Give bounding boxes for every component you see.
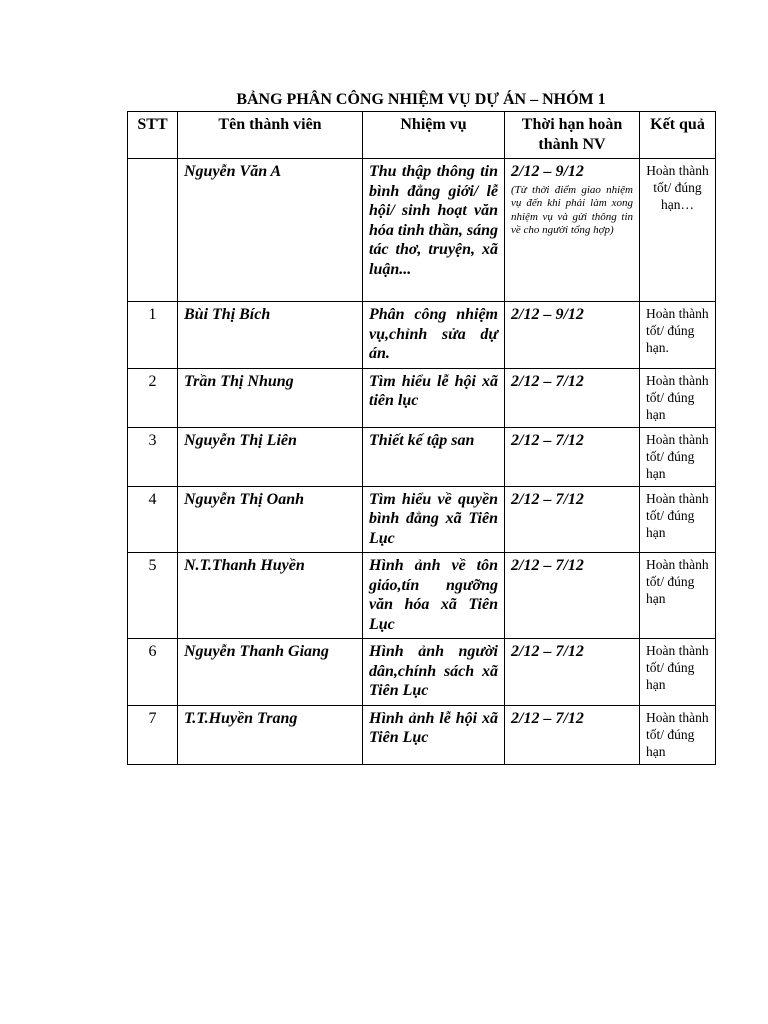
cell-result: Hoàn thành tốt/ đúng hạn… — [640, 159, 716, 302]
cell-result: Hoàn thành tốt/ đúng hạn — [640, 427, 716, 486]
cell-stt: 1 — [128, 302, 178, 369]
cell-result: Hoàn thành tốt/ đúng hạn. — [640, 302, 716, 369]
cell-task: Thu thập thông tin bình đẳng giới/ lễ hội/ sinh hoạt văn hóa tinh thần, sáng tác thơ, truyện, xã luận... — [363, 159, 505, 302]
header-deadline: Thời hạn hoàn thành NV — [505, 112, 640, 159]
table-row — [128, 427, 716, 486]
cell-member-name: Trần Thị Nhung — [178, 368, 363, 427]
cell-task: Phân công nhiệm vụ,chỉnh sửa dự án. — [363, 302, 505, 369]
cell-stt — [128, 159, 178, 302]
header-result: Kết quả — [640, 112, 716, 159]
cell-member-name: N.T.Thanh Huyền — [178, 553, 363, 639]
cell-member-name: Bùi Thị Bích — [178, 302, 363, 369]
assignment-table — [127, 111, 716, 765]
cell-deadline: 2/12 – 7/12 — [505, 639, 640, 706]
cell-task: Hình ảnh về tôn giáo,tín ngưỡng văn hóa xã Tiên Lục — [363, 553, 505, 639]
header-stt: STT — [128, 112, 178, 159]
cell-task: Thiết kế tập san — [363, 427, 505, 486]
header-task: Nhiệm vụ — [363, 112, 505, 159]
table-row — [128, 159, 716, 302]
cell-deadline: 2/12 – 7/12 — [505, 368, 640, 427]
cell-stt: 3 — [128, 427, 178, 486]
cell-deadline: 2/12 – 7/12 — [505, 427, 640, 486]
cell-deadline: 2/12 – 9/12 — [505, 302, 640, 369]
cell-result: Hoàn thành tốt/ đúng hạn — [640, 705, 716, 764]
cell-member-name: Nguyễn Thị Oanh — [178, 486, 363, 553]
cell-stt: 2 — [128, 368, 178, 427]
cell-task: Hình ảnh lễ hội xã Tiên Lục — [363, 705, 505, 764]
cell-task: Tìm hiểu lễ hội xã tiên lục — [363, 368, 505, 427]
cell-member-name: Nguyễn Văn A — [178, 159, 363, 302]
table-row — [128, 553, 716, 639]
deadline-note: (Từ thời điểm giao nhiệm vụ đến khi phải làm xong nhiệm vụ và gửi thông tin về cho người tổng hợp) — [511, 183, 633, 236]
table-row — [128, 705, 716, 764]
table-row — [128, 639, 716, 706]
cell-result: Hoàn thành tốt/ đúng hạn — [640, 553, 716, 639]
cell-stt: 7 — [128, 705, 178, 764]
cell-member-name: Nguyễn Thanh Giang — [178, 639, 363, 706]
table-row — [128, 368, 716, 427]
header-member-name: Tên thành viên — [178, 112, 363, 159]
cell-result: Hoàn thành tốt/ đúng hạn — [640, 639, 716, 706]
document-title: BẢNG PHÂN CÔNG NHIỆM VỤ DỰ ÁN – NHÓM 1 — [236, 91, 606, 108]
cell-result: Hoàn thành tốt/ đúng hạn — [640, 486, 716, 553]
cell-stt: 4 — [128, 486, 178, 553]
table-row — [128, 486, 716, 553]
cell-task: Hình ảnh người dân,chính sách xã Tiên Lục — [363, 639, 505, 706]
deadline-range: 2/12 – 9/12 — [511, 163, 584, 180]
cell-task: Tìm hiểu về quyền bình đẳng xã Tiên Lục — [363, 486, 505, 553]
cell-member-name: Nguyễn Thị Liên — [178, 427, 363, 486]
table-row — [128, 302, 716, 369]
cell-deadline: 2/12 – 7/12 — [505, 705, 640, 764]
cell-deadline — [505, 159, 640, 302]
cell-stt: 6 — [128, 639, 178, 706]
cell-member-name: T.T.Huyền Trang — [178, 705, 363, 764]
table-header-row — [128, 112, 716, 159]
cell-stt: 5 — [128, 553, 178, 639]
cell-deadline: 2/12 – 7/12 — [505, 486, 640, 553]
cell-deadline: 2/12 – 7/12 — [505, 553, 640, 639]
cell-result: Hoàn thành tốt/ đúng hạn — [640, 368, 716, 427]
